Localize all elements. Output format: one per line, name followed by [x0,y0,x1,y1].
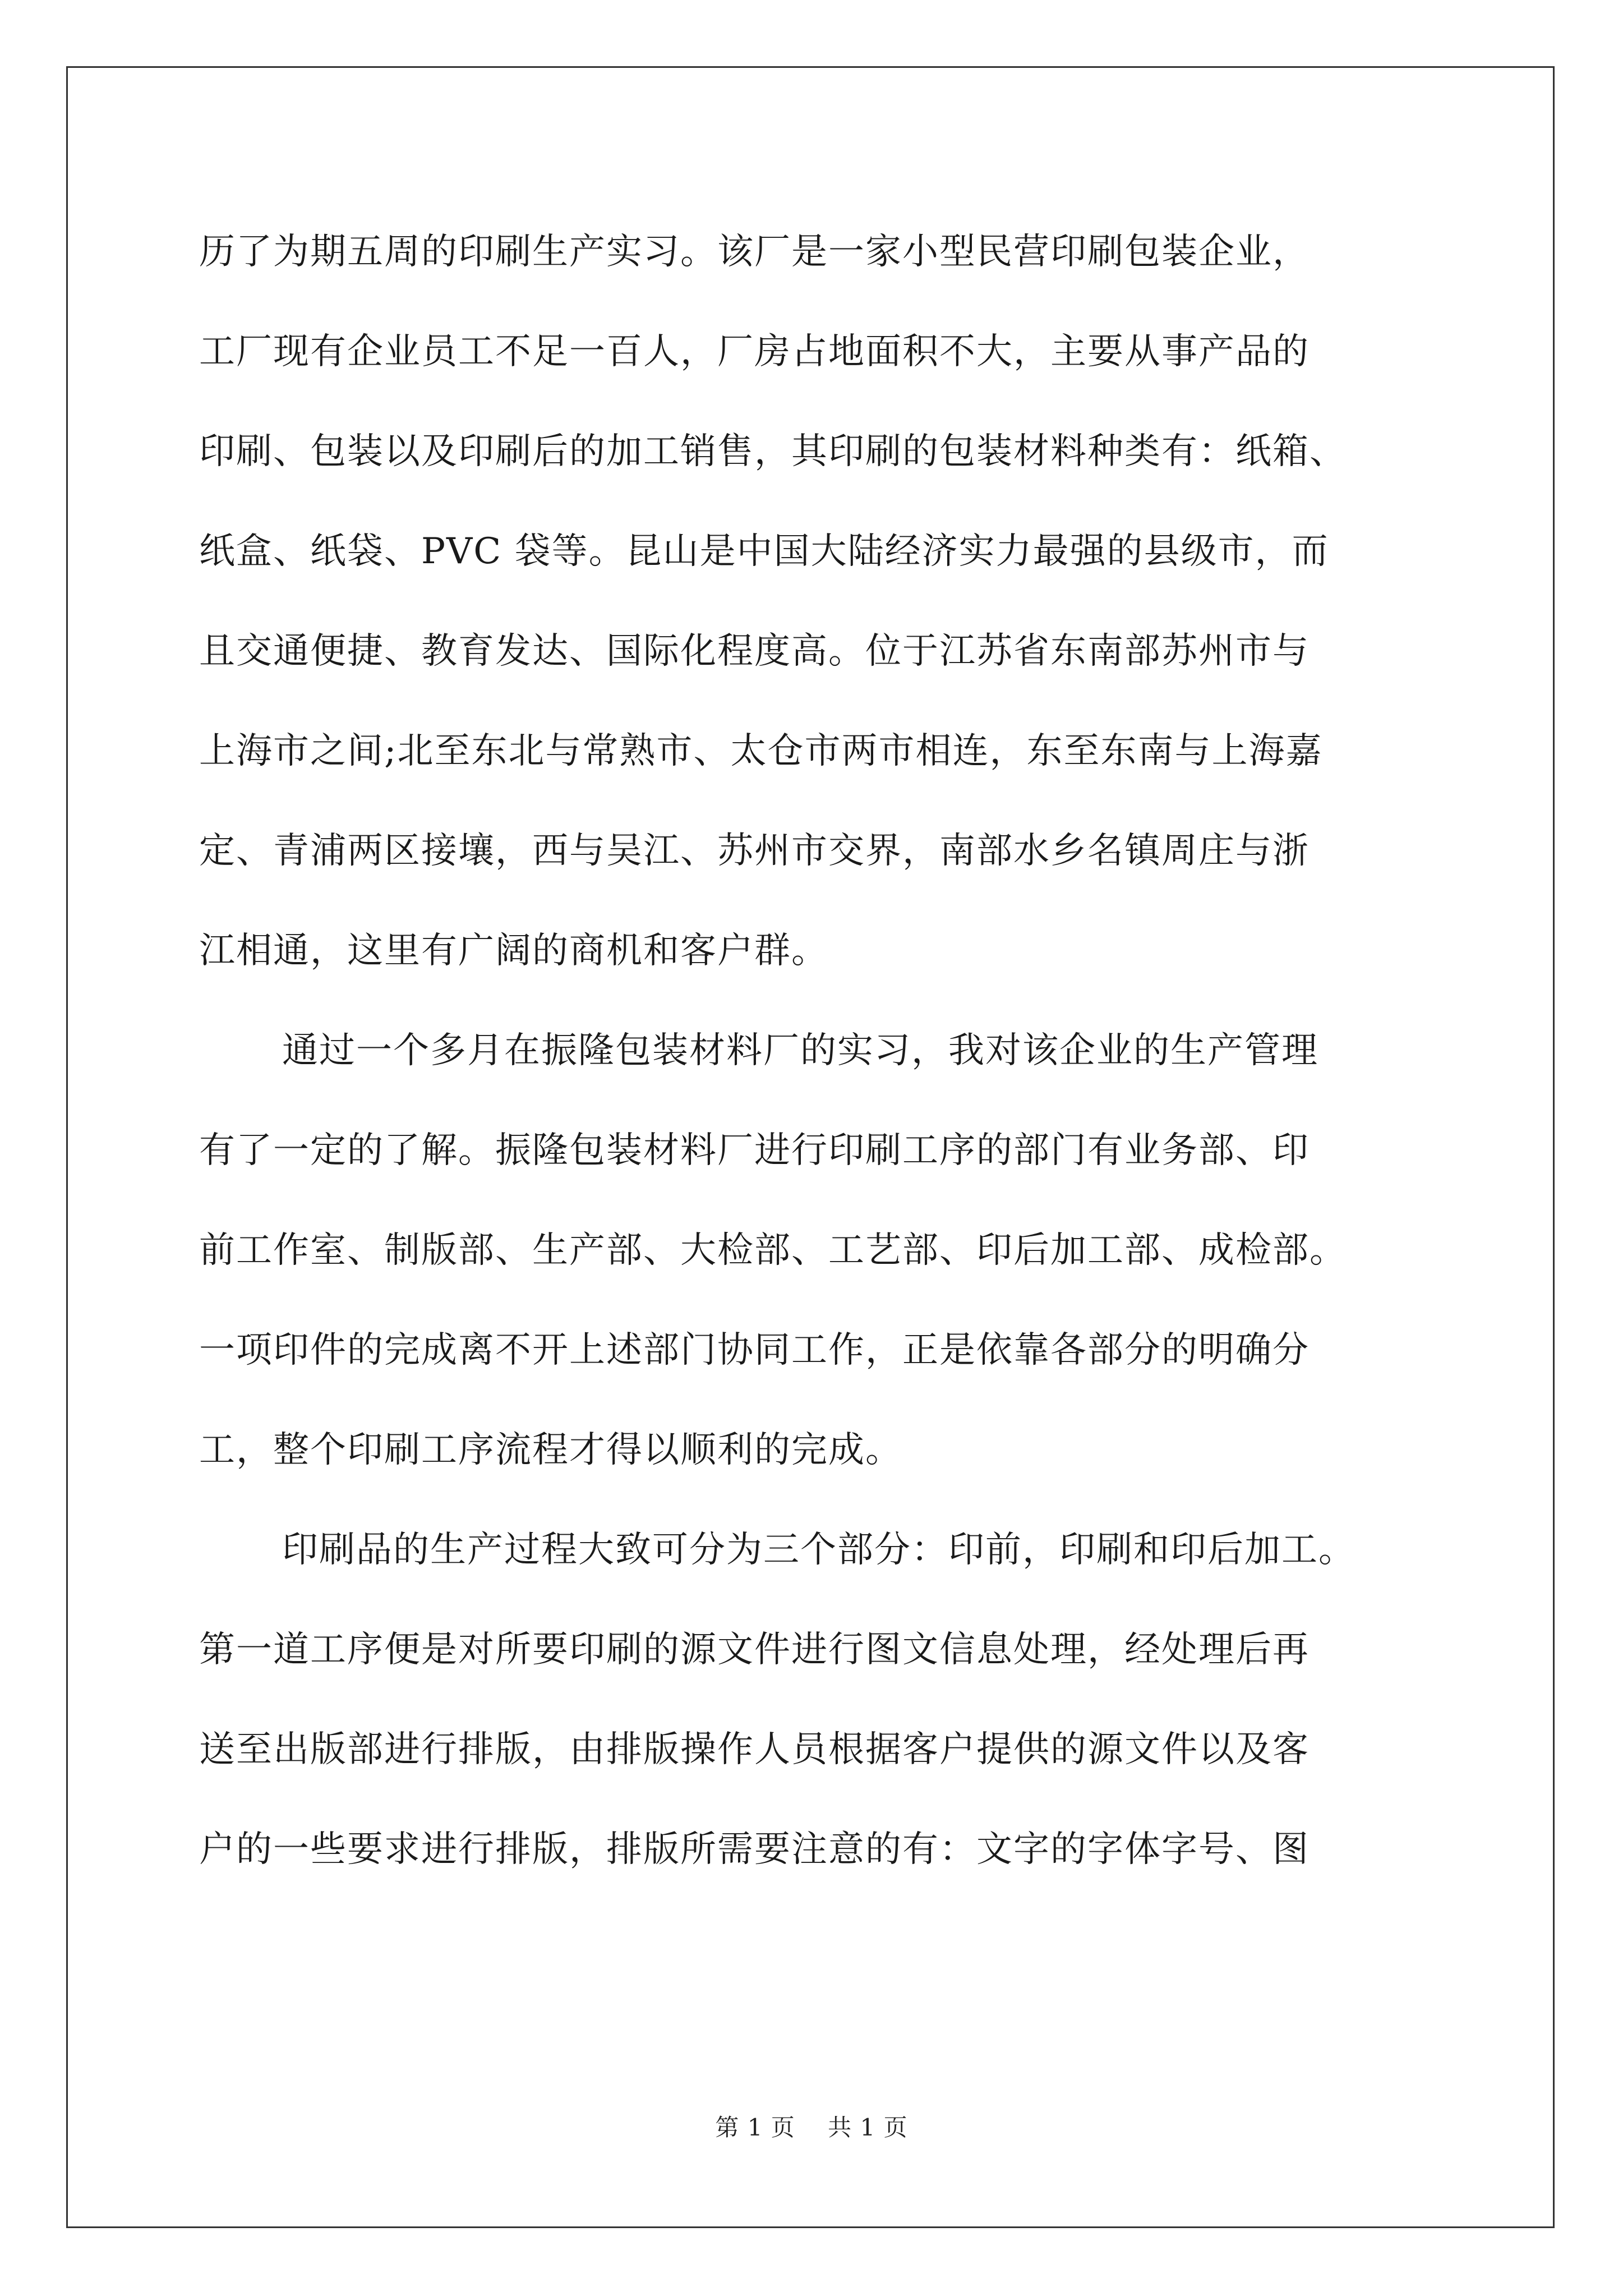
text-line: 纸盒、纸袋、PVC 袋等。昆山是中国大陆经济实力最强的县级市，而 [199,531,1329,572]
text-line: 定、青浦两区接壤，西与吴江、苏州市交界，南部水乡名镇周庄与浙 [199,830,1310,872]
text-line: 印刷品的生产过程大致可分为三个部分：印前，印刷和印后加工。 [282,1529,1355,1571]
text-line: 户的一些要求进行排版，排版所需要注意的有：文字的字体字号、图 [199,1829,1310,1870]
paragraph-1 [199,202,1428,1001]
text-line: 印刷、包装以及印刷后的加工销售，其印刷的包装材料种类有：纸箱、 [199,431,1347,472]
text-line: 工厂现有企业员工不足一百人，厂房占地面积不大，主要从事产品的 [199,331,1310,372]
paragraph-2 [199,1001,1428,1500]
text-line: 送至出版部进行排版，由排版操作人员根据客户提供的源文件以及客 [199,1729,1310,1770]
paragraph-3 [199,1500,1428,1899]
text-line: 一项印件的完成离不开上述部门协同工作，正是依靠各部分的明确分 [199,1329,1310,1371]
document-body [199,202,1428,1899]
page-number-current: 第 1 页 [715,2114,795,2141]
text-line: 工，整个印刷工序流程才得以顺利的完成。 [199,1429,902,1471]
text-line: 第一道工序便是对所要印刷的源文件进行图文信息处理，经处理后再 [199,1629,1310,1671]
page-number-total: 共 1 页 [828,2114,908,2141]
text-line: 有了一定的了解。振隆包装材料厂进行印刷工序的部门有业务部、印 [199,1130,1310,1171]
text-line: 历了为期五周的印刷生产实习。该厂是一家小型民营印刷包装企业， [199,231,1310,273]
text-line: 上海市之间;北至东北与常熟市、太仓市两市相连，东至东南与上海嘉 [199,730,1323,772]
text-line: 通过一个多月在振隆包装材料厂的实习，我对该企业的生产管理 [282,1030,1318,1071]
text-line: 江相通，这里有广阔的商机和客户群。 [199,930,828,972]
page-footer [0,2109,1623,2143]
text-line: 前工作室、制版部、生产部、大检部、工艺部、印后加工部、成检部。 [199,1230,1347,1271]
text-line: 且交通便捷、教育发达、国际化程度高。位于江苏省东南部苏州市与 [199,631,1310,672]
